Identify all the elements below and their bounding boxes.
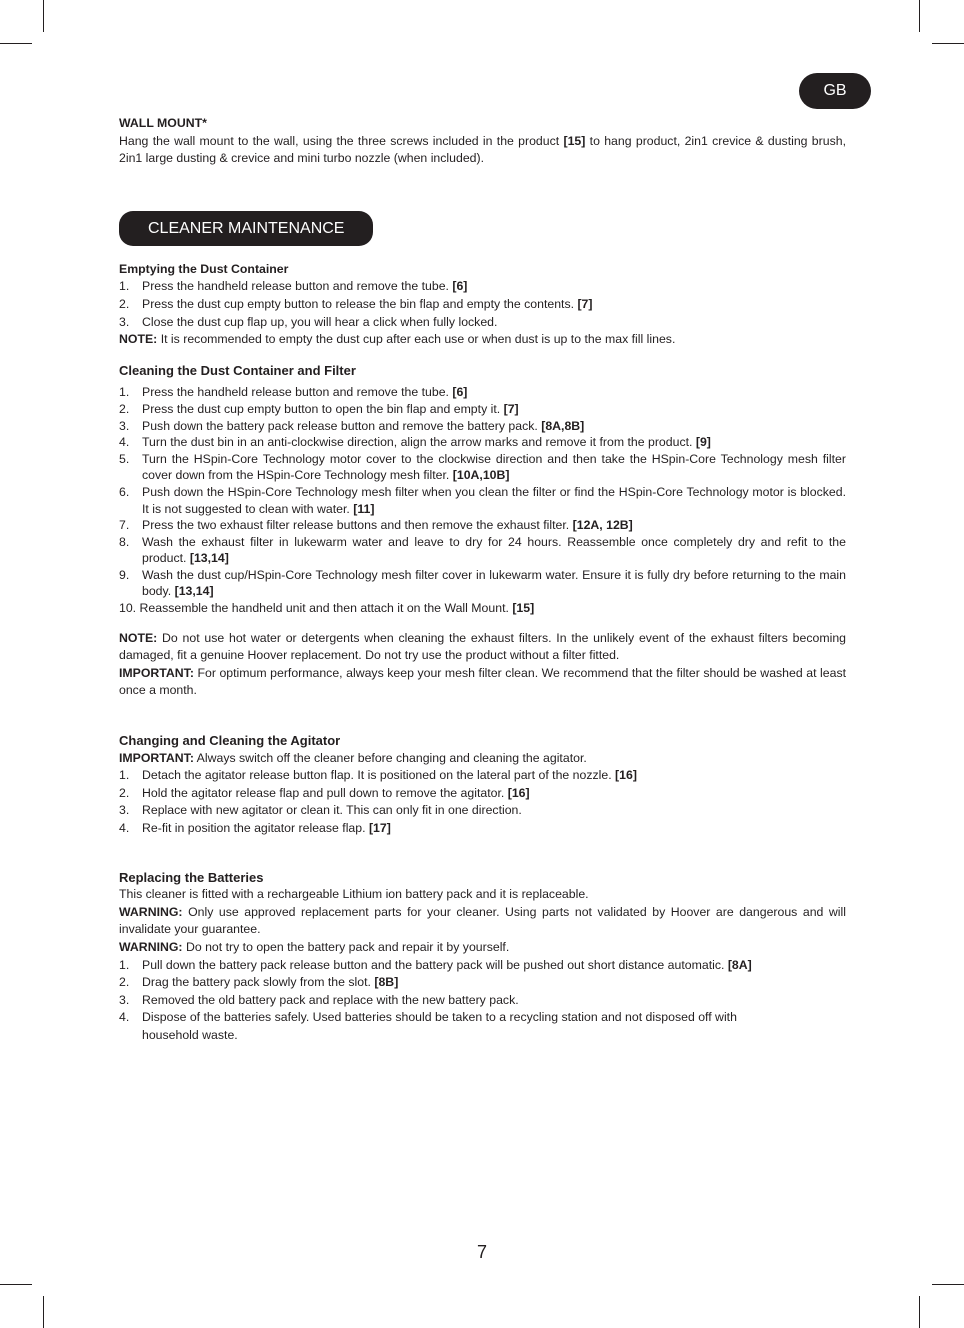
emptying-heading: Emptying the Dust Container [119,261,289,276]
crop-mark [932,1284,964,1285]
cleaning-note: NOTE: Do not use hot water or detergents when cleaning the exhaust filters. In the unlikely event of the exhaust filters becoming damaged, fit a genuine Hoover replacement. Do not try use the product without a filter fitted. [119,630,846,663]
list-item: 1. Detach the agitator release button flap. It is positioned on the lateral part of the nozzle. [16] [119,768,637,783]
list-item: 3. Replace with new agitator or clean it. This can only fit in one direction. [119,803,522,818]
emptying-list [119,278,846,331]
crop-mark [932,43,964,44]
crop-mark [919,0,920,32]
batteries-warning: WARNING: Do not try to open the battery pack and repair it by yourself. [119,939,510,954]
page-number: 7 [476,1242,487,1262]
wall-mount-heading: WALL MOUNT* [119,116,207,130]
wall-mount-text: Hang the wall mount to the wall, using the three screws included in the product [15] to hang product, 2in1 crevice & dusting brush, 2in1 large dusting & crevice and mini turbo nozzle (when included). [119,133,846,166]
list-item: 9. Wash the dust cup/HSpin-Core Technology mesh filter cover in lukewarm water. Ensure it is fully dry before returning to the main body. [13,14] [119,567,846,599]
crop-mark [0,43,32,44]
crop-mark [919,1296,920,1328]
agitator-list [119,767,846,837]
list-item: 8. Wash the exhaust filter in lukewarm water and leave to dry for 24 hours. Reassemble once completely dry and refit to the product. [13,14] [119,534,846,566]
list-item: 3. Close the dust cup flap up, you will hear a click when fully locked. [119,314,498,329]
crop-mark [43,0,44,32]
list-item: 4. Turn the dust bin in an anti-clockwise direction, align the arrow marks and remove it from the product. [9] [119,435,711,450]
list-item: 2. Press the dust cup empty button to open the bin flap and empty it. [7] [119,401,519,416]
batteries-list [119,957,846,1045]
batteries-heading: Replacing the Batteries [119,869,264,885]
batteries-intro: This cleaner is fitted with a rechargeable Lithium ion battery pack and it is replaceable. [119,887,589,902]
list-item: 1. Press the handheld release button and remove the tube. [6] [119,279,468,294]
cleaning-list [119,384,846,616]
list-item: 7. Press the two exhaust filter release buttons and then remove the exhaust filter. [12A, 12B] [119,518,633,533]
list-item: 3. Removed the old battery pack and replace with the new battery pack. [119,992,519,1007]
list-item: 6. Push down the HSpin-Core Technology mesh filter when you clean the filter or find the HSpin-Core Technology motor is blocked. It is not suggested to clean with water. [11] [119,484,846,516]
agitator-heading: Changing and Cleaning the Agitator [119,733,341,749]
crop-mark [43,1296,44,1328]
list-item: 1. Pull down the battery pack release button and the battery pack will be pushed out short distance automatic. [8A] [119,957,752,972]
cleaning-heading: Cleaning the Dust Container and Filter [119,362,356,378]
agitator-important: IMPORTANT: Always switch off the cleaner before changing and cleaning the agitator. [119,750,587,765]
batteries-warning: WARNING: Only use approved replacement parts for your cleaner. Using parts not validated by Hoover are dangerous and will invalidate your guarantee. [119,904,846,937]
list-item: 4. Re-fit in position the agitator release flap. [17] [119,821,391,835]
cleaning-important: IMPORTANT: For optimum performance, always keep your mesh filter clean. We recommend that the filter should be washed at least once a month. [119,665,847,698]
list-item: 2. Drag the battery pack slowly from the slot. [8B] [119,975,399,990]
section-title: CLEANER MAINTENANCE [119,211,373,246]
emptying-note: NOTE: It is recommended to empty the dust cup after each use or when dust is up to the max fill lines. [119,332,676,347]
list-item: 1. Press the handheld release button and remove the tube. [6] [119,385,468,400]
list-item: 2. Hold the agitator release flap and pull down to remove the agitator. [16] [119,785,530,800]
language-badge: GB [799,73,871,109]
list-item: 5. Turn the HSpin-Core Technology motor cover to the clockwise direction and then take the HSpin-Core Technology mesh filter cover down from the HSpin-Core Technology mesh filter. [10A,10B] [119,451,846,483]
list-item: 2. Press the dust cup empty button to release the bin flap and empty the contents. [7] [119,296,593,311]
list-item: 10. Reassemble the handheld unit and then attach it on the Wall Mount. [15] [119,601,535,616]
list-item: 3. Push down the battery pack release button and remove the battery pack. [8A,8B] [119,418,585,433]
page-content [119,115,846,1045]
list-item: 4. Dispose of the batteries safely. Used batteries should be taken to a recycling station and not disposed off with household waste. [119,1010,737,1042]
crop-mark [0,1284,32,1285]
